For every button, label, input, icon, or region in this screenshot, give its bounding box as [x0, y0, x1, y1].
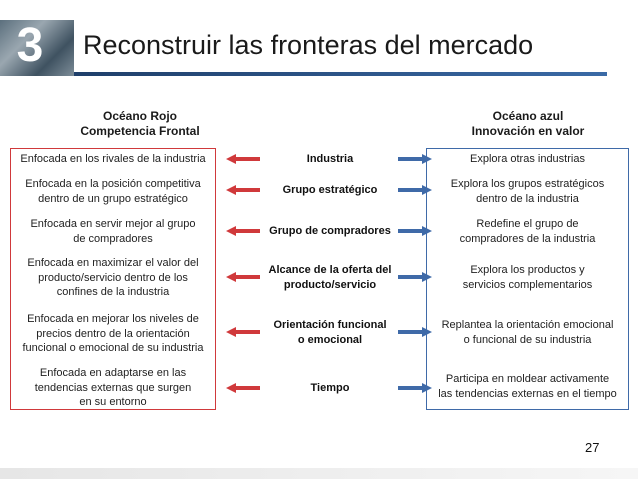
arrow-left-icon — [226, 185, 260, 195]
dimension-label — [255, 224, 405, 239]
blue-ocean-item — [426, 177, 629, 206]
blue-ocean-item — [426, 263, 629, 292]
dimension-line: o emocional — [297, 333, 363, 346]
blue-ocean-item — [426, 372, 629, 401]
red-ocean-line: en su entorno — [79, 396, 147, 408]
red-ocean-line: confines de la industria — [56, 286, 170, 298]
red-ocean-item — [10, 366, 216, 410]
blue-ocean-line: servicios complementarios — [462, 278, 593, 291]
blue-ocean-subtitle: Innovación en valor — [471, 124, 585, 138]
red-ocean-item — [10, 217, 216, 246]
arrow-left-icon — [226, 154, 260, 164]
dimension-line: Grupo de compradores — [269, 225, 391, 237]
red-ocean-line: Enfocada en maximizar el valor del — [27, 257, 199, 269]
blue-ocean-title: Océano azul — [492, 109, 564, 123]
slide-title: Reconstruir las fronteras del mercado — [83, 30, 534, 60]
dimension-label — [270, 152, 390, 167]
dimension-label — [255, 318, 405, 347]
blue-ocean-line: compradores de la industria — [459, 232, 596, 245]
blue-ocean-heading — [448, 109, 608, 139]
red-ocean-line: funcional o emocional de su industria — [22, 342, 204, 354]
page-number: 27 — [585, 440, 600, 455]
title-underline — [74, 72, 607, 76]
blue-ocean-line: Explora otras industrias — [470, 153, 585, 165]
dimension-line: Tiempo — [310, 382, 350, 394]
red-ocean-title: Océano Rojo — [102, 109, 177, 123]
red-ocean-line: de compradores — [73, 232, 153, 245]
dimension-label — [260, 263, 400, 292]
red-ocean-subtitle: Competencia Frontal — [80, 124, 200, 138]
red-ocean-line: producto/servicio dentro de los — [38, 271, 188, 284]
dimension-line: Industria — [306, 153, 354, 165]
red-ocean-item — [10, 152, 216, 167]
dimension-label — [260, 183, 400, 198]
red-ocean-line: Enfocada en los rivales de la industria — [20, 153, 206, 165]
blue-ocean-line: Redefine el grupo de — [476, 218, 579, 230]
red-ocean-line: Enfocada en adaptarse en las — [39, 367, 187, 379]
blue-ocean-line: las tendencias externas en el tiempo — [438, 387, 617, 400]
blue-ocean-item — [426, 318, 629, 347]
dimension-line: Alcance de la oferta del — [268, 264, 392, 276]
blue-ocean-line: Explora los productos y — [470, 264, 585, 276]
blue-ocean-line: Participa en moldear activamente — [445, 373, 610, 385]
red-ocean-line: Enfocada en mejorar los niveles de — [27, 313, 199, 325]
dimension-label — [270, 381, 390, 396]
red-ocean-line: precios dentro de la orientación — [36, 327, 190, 340]
blue-ocean-line: dentro de la industria — [476, 192, 579, 205]
slide-number: 3 — [16, 19, 44, 72]
dimension-line: producto/servicio — [283, 278, 377, 291]
blue-ocean-line: Replantea la orientación emocional — [441, 319, 614, 331]
footer-band — [0, 468, 638, 479]
blue-ocean-item — [426, 217, 629, 246]
red-ocean-item — [10, 177, 216, 206]
red-ocean-line: dentro de un grupo estratégico — [38, 192, 188, 205]
red-ocean-heading — [60, 109, 220, 139]
red-ocean-item — [10, 256, 216, 300]
dimension-line: Orientación funcional — [273, 319, 387, 331]
red-ocean-line: Enfocada en la posición competitiva — [25, 178, 201, 190]
arrow-left-icon — [226, 272, 260, 282]
blue-ocean-item — [426, 152, 629, 167]
blue-ocean-line: o funcional de su industria — [463, 333, 592, 346]
dimension-line: Grupo estratégico — [282, 184, 378, 196]
blue-ocean-line: Explora los grupos estratégicos — [450, 178, 605, 190]
red-ocean-item — [10, 312, 216, 356]
arrow-left-icon — [226, 383, 260, 393]
red-ocean-line: Enfocada en servir mejor al grupo — [30, 218, 196, 230]
red-ocean-line: tendencias externas que surgen — [34, 381, 192, 394]
